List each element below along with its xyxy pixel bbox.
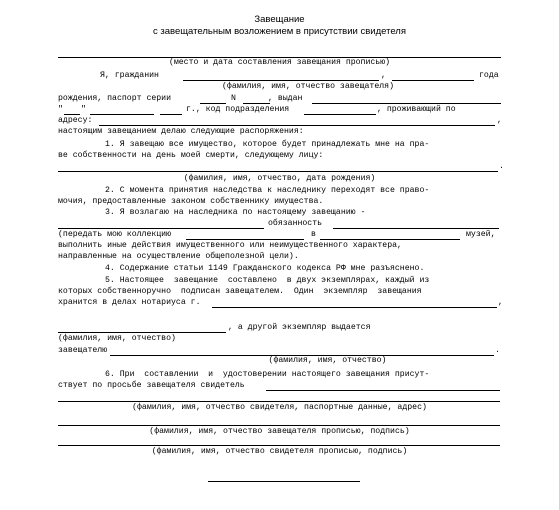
address-line	[99, 125, 495, 126]
residing-label: , проживающий по	[377, 105, 456, 114]
p2-line-b: мочия, предоставленные законом собственнику имущества.	[58, 197, 324, 206]
p3-line-c-prefix: (передать мою коллекцию	[58, 230, 172, 239]
quote-open: "	[58, 105, 63, 114]
p2-line-a: 2. С момента принятия наследства к наследнику переходят все право-	[105, 186, 430, 195]
p5-line-a: 5. Настоящее завещание составлено в двух экземплярах, каждый из	[105, 276, 430, 285]
p3-obligation-line	[58, 228, 264, 229]
address-end: ,	[497, 116, 502, 125]
birth-date-line	[392, 80, 474, 81]
document-subtitle: с завещательным возложением в присутствии свидетеля	[152, 26, 406, 37]
address-label: адресу:	[58, 116, 93, 125]
quote-close: "	[81, 105, 86, 114]
department-code-line	[304, 114, 376, 115]
notary-city-line	[212, 307, 497, 308]
witness-line-2	[58, 401, 500, 402]
fio-caption: (фамилия, имя, отчество завещателя)	[222, 82, 394, 91]
citizen-name-line	[183, 80, 379, 81]
place-date-caption: (место и дата составления завещания прописью)	[168, 58, 391, 67]
p3-line-a: 3. Я возлагаю на наследника по настоящему завещанию -	[105, 208, 366, 217]
issued-by-line	[312, 103, 501, 104]
issue-month-line	[90, 114, 154, 115]
p3-obligation-line-2	[333, 228, 499, 229]
heir-line	[58, 171, 498, 172]
p5-line-d: , а другой экземпляр выдается	[228, 323, 371, 332]
p6-line-b: ствует по просьбе завещателя свидетель	[58, 381, 245, 390]
number-sign: N	[231, 94, 236, 103]
testator-sign-line	[58, 425, 500, 426]
witness-full-caption: (фамилия, имя, отчество свидетеля, паспортные данные, адрес)	[132, 403, 427, 412]
testator-label: завещателю	[58, 346, 108, 355]
p3-line-c-mid: в	[311, 230, 316, 239]
p1-line-b: ве собственности на день моей смерти, следующему лицу:	[58, 151, 324, 160]
issued-by-label: , выдан	[268, 94, 303, 103]
p5-line-b: которых собственноручно подписан завещателем. Один экземпляр завещания	[58, 287, 422, 296]
year-abbr-label: г., код подразделения	[186, 105, 290, 114]
p3-line-d: выполнить иные действия имущественного или неимущественного характера,	[58, 241, 402, 250]
p1-caption: (фамилия, имя, отчество, дата рождения)	[183, 174, 376, 183]
p5-end: .	[495, 346, 500, 355]
birth-passport-label: рождения, паспорт серии	[58, 94, 172, 103]
dispositions-text: настоящим завещанием делаю следующие распоряжения:	[58, 127, 304, 136]
p3-line-b: обязанность	[268, 219, 323, 228]
p5-caption: (фамилия, имя, отчество)	[58, 334, 176, 343]
document-title: Завещание	[254, 14, 305, 25]
witness-sign-caption: (фамилия, имя, отчество свидетеля прописью, подпись)	[151, 447, 408, 456]
p1-line-a: 1. Я завещаю все имущество, которое будет принадлежать мне на пра-	[105, 140, 430, 149]
year-word: года	[479, 71, 499, 80]
witness-line-1	[266, 390, 500, 391]
p5-caption-2: (фамилия, имя, отчество)	[268, 356, 387, 365]
issue-year-line	[160, 114, 182, 115]
testator-sign-caption: (фамилия, имя, отчество завещателя прописью, подпись)	[149, 427, 410, 436]
p6-line-a: 6. При составлении и удостоверении настоящего завещания присут-	[105, 370, 430, 379]
p3-line-c-end: музей,	[466, 230, 496, 239]
p4-line: 4. Содержание статьи 1149 Гражданского кодекса РФ мне разъяснено.	[105, 264, 425, 273]
passport-number-line	[243, 103, 270, 104]
p3-line-e: направленные на осуществление общеполезной цели).	[58, 252, 299, 261]
passport-series-line	[200, 103, 226, 104]
p5-line-c: хранится в делах нотариуса г.	[58, 298, 201, 307]
notary-signature-line	[208, 481, 360, 482]
document-page: Завещание с завещательным возложением в присутствии свидетеля (место и дата составления завещания прописью) Я, гражданин , года (фамилия, имя, отчество завещателя) рождения, паспорт серии N , выдан " " г., код подразделения , проживающий по адресу: , настоящим завещанием делаю следующие распоряжения: 1. Я завещаю все имущество, которое будет принадлежать мне на пра- ве собственности на день моей смерти, следующему лицу: . (фамилия, имя, отчество, дата рождения) 2. С момента принятия наследства к наследнику переходят все право- мочия, предоставленные законом собственнику имущества. 3. Я возлагаю на наследника по настоящему завещанию - обязанность (передать мою коллекцию в музей, выполнить иные действия имущественного или неимущественного характера, направленные на осуществление общеполезной цели). 4. Содержание статьи 1149 Гражданского кодекса РФ мне разъяснено. 5. Настоящее завещание составлено в двух экземплярах, каждый из которых собственноручно подписан завещателем. Один экземпляр завещания хранится в делах нотариуса г. , , а другой экземпляр выдается (фамилия, имя, отчество) завещателю . (фамилия, имя, отчество) 6. При составлении и удостоверении настоящего завещания присут- ствует по просьбе завещателя свидетель (фамилия, имя, отчество свидетеля, паспортные данные, адрес) (фамилия, имя, отчество завещателя прописью, подпись) (фамилия, имя, отчество свидетеля прописью, подпись)	[0, 0, 559, 510]
collection-line	[186, 239, 304, 240]
witness-sign-line	[58, 445, 500, 446]
p5-line-c-end: ,	[498, 298, 503, 307]
citizen-prefix: Я, гражданин	[100, 71, 159, 80]
p1-end: .	[499, 162, 504, 171]
issue-day-line	[64, 114, 80, 115]
museum-line	[320, 239, 460, 240]
notary-name-line	[58, 332, 226, 333]
